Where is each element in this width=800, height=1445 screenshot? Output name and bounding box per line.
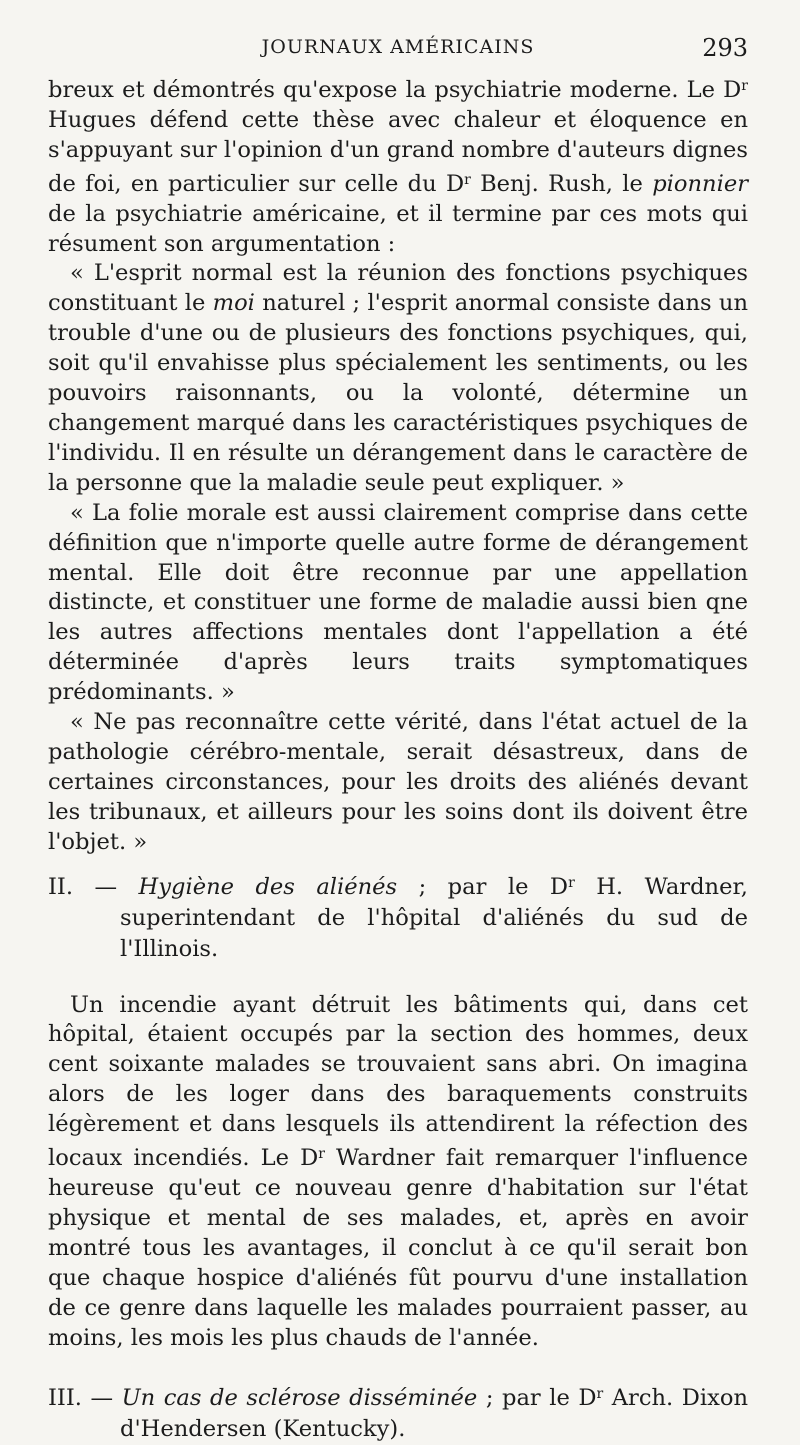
running-title: JOURNAUX AMÉRICAINS — [261, 36, 535, 58]
paragraph-quote-normal-mind — [48, 259, 748, 498]
emphasis: pionnier — [652, 170, 748, 197]
section-numeral: III. — — [48, 1385, 122, 1412]
section-title: Un cas de sclérose disséminée — [121, 1385, 478, 1412]
text-run: Benj. Rush, le — [470, 170, 653, 197]
emphasis: moi — [212, 290, 255, 317]
section-title: Hygiène des aliénés — [138, 873, 398, 900]
paragraph-fire — [48, 991, 748, 1354]
text-run: de la psychiatrie américaine, et il termine par ces mots qui résument son argumentation : — [48, 200, 748, 257]
text-run: naturel ; l'esprit anormal consiste dans un trouble d'une ou de plusieurs des fonctions psychiques, qui, soit qu'il envahisse plus spécialement les sentiments, ou les pouvoirs raisonnants, ou la volonté, détermine un changement marqué dans les caractéristiques psychiques de l'individu. Il en résulte un dérangement dans le caractère de la personne que la maladie seule peut expliquer. » — [48, 290, 749, 496]
section-numeral: II. — — [48, 873, 139, 900]
text-run: Hugues défend cette thèse avec chaleur et éloquence en s'appuyant sur l'opinion d'un grand nombre d'auteurs dignes de foi, en particulier sur celle du D — [48, 106, 748, 197]
superscript: r — [464, 171, 471, 188]
text-run: ; par le D — [397, 873, 569, 900]
paragraph-hugues — [48, 72, 748, 259]
text-run: Arch. Dixon d'Hendersen (Kentucky). — [120, 1385, 749, 1443]
text-run: breux et démontrés qu'expose la psychiatrie moderne. Le D — [48, 77, 742, 103]
text-run: « L'esprit normal est la réunion des fonctions psychiques constituant le — [48, 260, 748, 317]
paragraph-quote-moral-folly: « La folie morale est aussi clairement comprise dans cette définition que n'importe quelle autre forme de dérangement mental. Elle doit être reconnue par une appellation distincte, et constituer une forme de maladie aussi bien qne les autres affections mentales dont l'appellation a été déterminée d'après leurs traits symptomatiques prédominants. » — [48, 499, 748, 706]
page-header — [48, 30, 748, 72]
text-run: Wardner fait remarquer l'influence heureuse qu'eut ce nouveau genre d'habitation sur l'état physique et mental de ses malades, et, après en avoir montré tous les avantages, il conclut à ce qu'il serait bon que chaque hospice d'aliénés fût pourvu d'une installation de ce genre dans laquelle les malades pourraient passer, au moins, les mois les plus chauds de l'année. — [48, 1145, 748, 1351]
superscript: r — [318, 1146, 325, 1163]
superscript: r — [596, 1386, 604, 1403]
paragraph-quote-truth: « Ne pas reconnaître cette vérité, dans l'état actuel de la pathologie cérébro-mentale, serait désastreux, dans de certaines circonstances, pour les droits des aliénés devant les tribunaux, et ailleurs pour les soins dont ils doivent être l'objet. » — [48, 709, 748, 855]
section-heading-sclerosis — [48, 1379, 748, 1445]
section-heading-hygiene — [48, 868, 748, 965]
text-run: H. Wardner, superintendant de l'hôpital d'aliénés du sud de l'Illinois. — [120, 873, 748, 962]
superscript: r — [741, 78, 748, 94]
text-run: Un incendie ayant détruit les bâtiments qui, dans cet hôpital, étaient occupés par la section des hommes, deux cent soixante malades se trouvaient sans abri. On imagina alors de les loger dans des baraquements construits légèrement et dans lesquels ils attendirent la réfection des locaux incendiés. Le D — [48, 991, 748, 1172]
text-run: ; par le D — [477, 1385, 597, 1412]
page-number: 293 — [702, 34, 748, 62]
superscript: r — [568, 874, 575, 891]
